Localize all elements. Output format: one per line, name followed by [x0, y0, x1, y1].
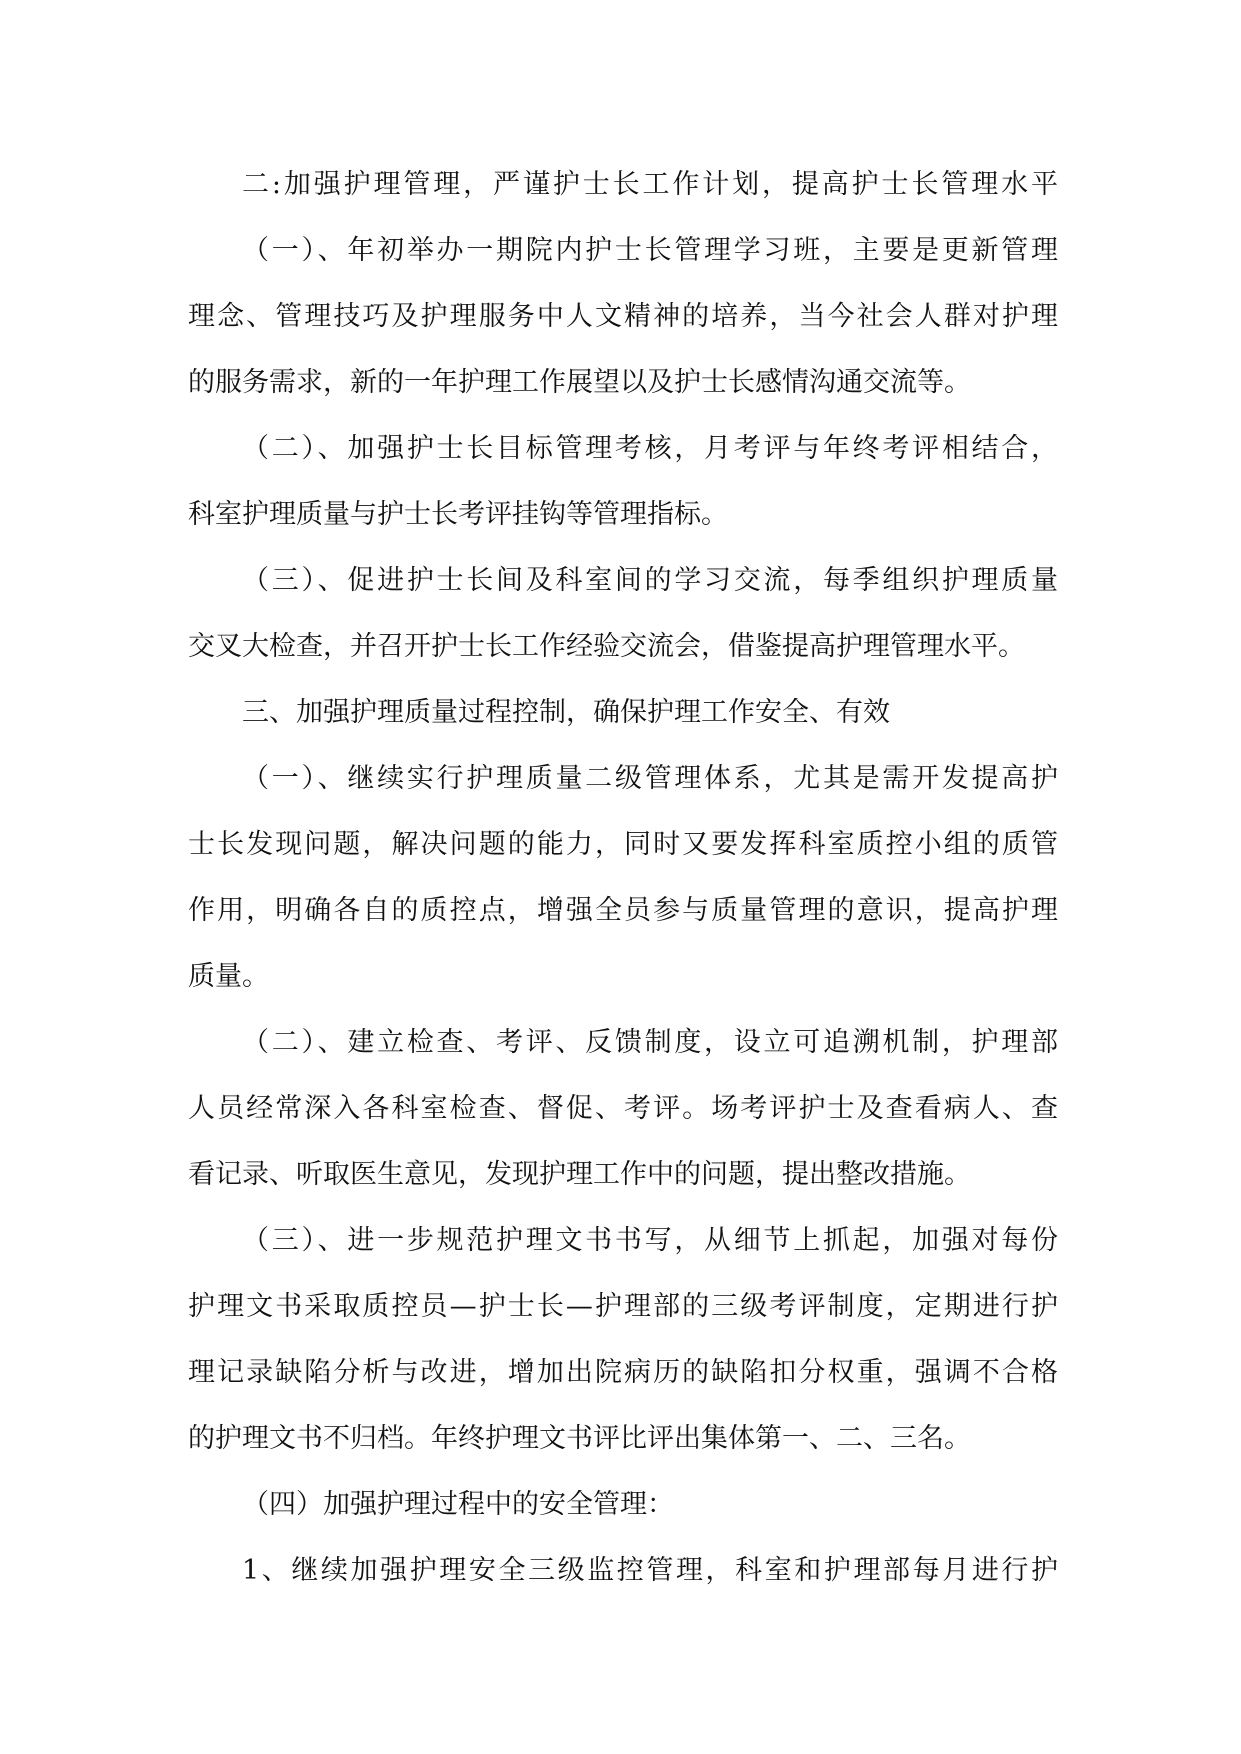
heading-section-2: 二:加强护理管理，严谨护士长工作计划，提高护士长管理水平	[242, 169, 1058, 200]
paragraph-line: 的护理文书不归档。年终护理文书评比评出集体第一、二、三名。	[188, 1423, 971, 1454]
paragraph-line: 理念、管理技巧及护理服务中人文精神的培养，当今社会人群对护理	[188, 301, 1058, 332]
paragraph-line: 人员经常深入各科室检查、督促、考评。场考评护士及查看病人、查	[188, 1093, 1058, 1124]
paragraph-line: （三）、进一步规范护理文书书写，从细节上抓起，加强对每份	[242, 1225, 1058, 1256]
document-body	[188, 152, 1058, 1604]
paragraph-line: 看记录、听取医生意见，发现护理工作中的问题，提出整改措施。	[188, 1159, 971, 1190]
paragraph-line: （二）、加强护士长目标管理考核，月考评与年终考评相结合，	[242, 433, 1058, 464]
paragraph-line: 作用，明确各自的质控点，增强全员参与质量管理的意识，提高护理	[188, 895, 1058, 926]
heading-subsection-4: （四）加强护理过程中的安全管理：	[242, 1489, 674, 1520]
heading-section-3: 三、加强护理质量过程控制，确保护理工作安全、有效	[242, 697, 890, 728]
paragraph-line: 交叉大检查，并召开护士长工作经验交流会，借鉴提高护理管理水平。	[188, 631, 1025, 662]
paragraph-line: 士长发现问题，解决问题的能力，同时又要发挥科室质控小组的质管	[188, 829, 1058, 860]
paragraph-line: （一）、年初举办一期院内护士长管理学习班，主要是更新管理	[242, 235, 1058, 266]
paragraph-line: 1、继续加强护理安全三级监控管理，科室和护理部每月进行护	[242, 1555, 1058, 1586]
paragraph-line: 质量。	[188, 961, 269, 992]
paragraph-line: 护理文书采取质控员—护士长—护理部的三级考评制度，定期进行护	[188, 1291, 1058, 1322]
paragraph-line: 理记录缺陷分析与改进，增加出院病历的缺陷扣分权重，强调不合格	[188, 1357, 1058, 1388]
paragraph-line: 的服务需求，新的一年护理工作展望以及护士长感情沟通交流等。	[188, 367, 971, 398]
paragraph-line: （二）、建立检查、考评、反馈制度，设立可追溯机制，护理部	[242, 1027, 1058, 1058]
paragraph-line: 科室护理质量与护士长考评挂钩等管理指标。	[188, 499, 728, 530]
paragraph-line: （一）、继续实行护理质量二级管理体系，尤其是需开发提高护	[242, 763, 1058, 794]
paragraph-line: （三）、促进护士长间及科室间的学习交流，每季组织护理质量	[242, 565, 1058, 596]
